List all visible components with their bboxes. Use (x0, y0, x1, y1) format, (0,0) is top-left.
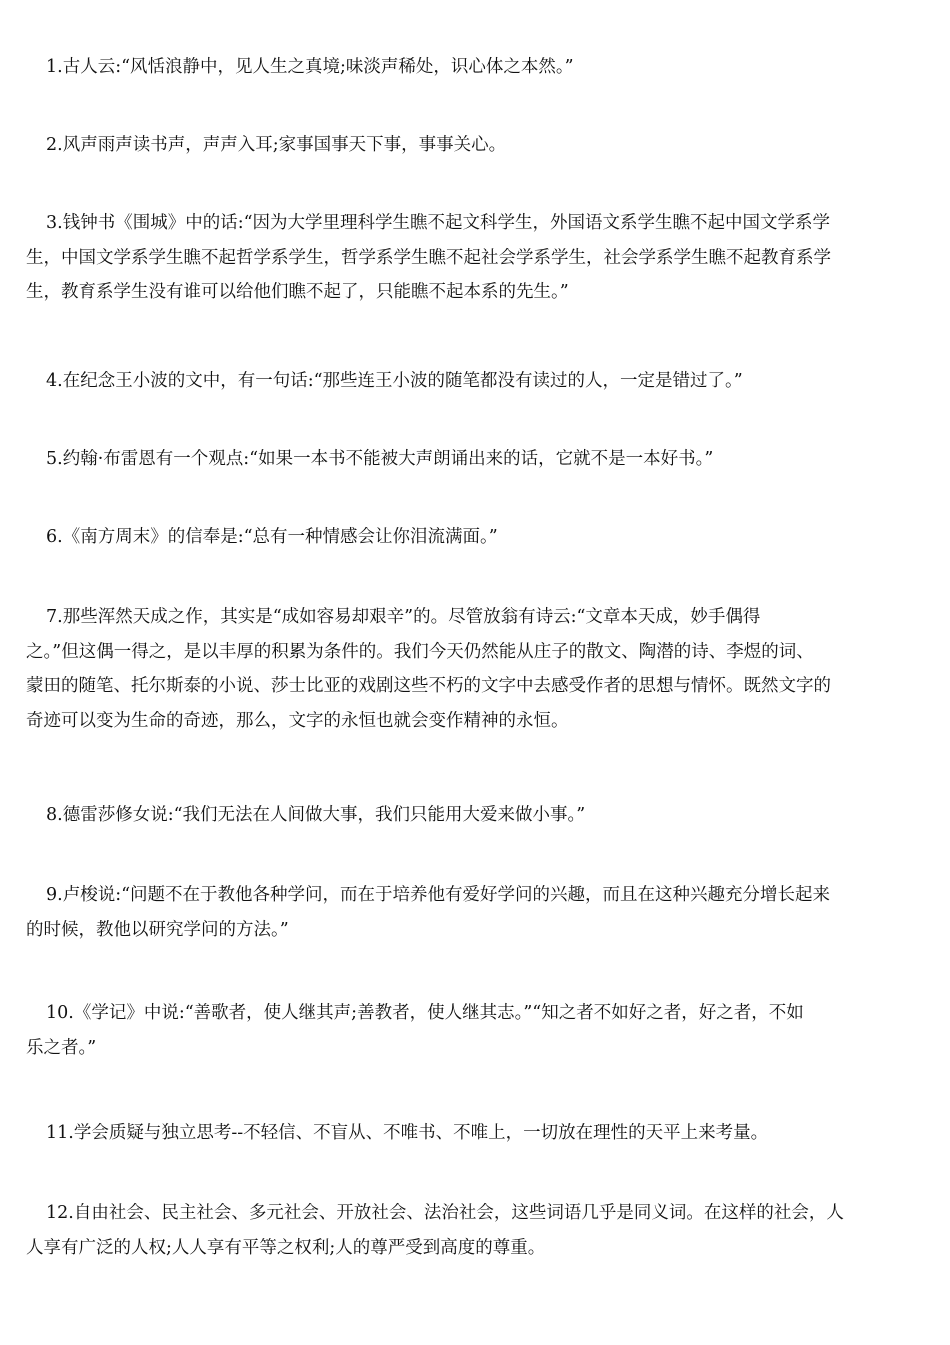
paragraph-line: 4.在纪念王小波的文中，有一句话:“那些连王小波的随笔都没有读过的人，一定是错过了。” (46, 371, 743, 391)
paragraph-4 (26, 364, 922, 399)
paragraph-line: 11.学会质疑与独立思考--不轻信、不盲从、不唯书、不唯上，一切放在理性的天平上来考量。 (46, 1123, 769, 1143)
paragraph-line: 2.风声雨声读书声，声声入耳;家事国事天下事，事事关心。 (46, 135, 507, 155)
paragraph-line: 蒙田的随笔、托尔斯泰的小说、莎士比亚的戏剧这些不朽的文字中去感受作者的思想与情怀。既然文字的 (26, 676, 831, 696)
paragraph-line: 生，教育系学生没有谁可以给他们瞧不起了，只能瞧不起本系的先生。” (26, 282, 569, 302)
paragraph-line: 3.钱钟书《围城》中的话:“因为大学里理科学生瞧不起文科学生，外国语文系学生瞧不起中国文学系学 (46, 213, 831, 233)
paragraph-line: 人享有广泛的人权;人人享有平等之权利;人的尊严受到高度的尊重。 (26, 1237, 546, 1258)
paragraph-2 (26, 128, 922, 163)
paragraph-line: 1.古人云:“风恬浪静中，见人生之真境;味淡声稀处，识心体之本然。” (46, 57, 574, 77)
paragraph-9 (26, 878, 922, 947)
paragraph-line: 生，中国文学系学生瞧不起哲学系学生，哲学系学生瞧不起社会学系学生，社会学系学生瞧不起教育系学 (26, 247, 831, 268)
paragraph-6 (26, 520, 922, 555)
paragraph-line: 6.《南方周末》的信奉是:“总有一种情感会让你泪流满面。” (46, 527, 498, 547)
paragraph-5 (26, 442, 922, 477)
paragraph-line: 10.《学记》中说:“善歌者，使人继其声;善教者，使人继其志。”“知之者不如好之者，好之者，不如 (46, 1003, 804, 1023)
paragraph-7 (26, 600, 922, 738)
paragraph-line: 奇迹可以变为生命的奇迹，那么，文字的永恒也就会变作精神的永恒。 (26, 710, 569, 731)
paragraph-line: 8.德雷莎修女说:“我们无法在人间做大事，我们只能用大爱来做小事。” (46, 805, 586, 825)
paragraph-line: 7.那些浑然天成之作，其实是“成如容易却艰辛”的。尽管放翁有诗云:“文章本天成，妙手偶得 (46, 607, 761, 627)
paragraph-10 (26, 996, 922, 1065)
paragraph-line: 的时候，教他以研究学问的方法。” (26, 919, 289, 940)
paragraph-line: 5.约翰·布雷恩有一个观点:“如果一本书不能被大声朗诵出来的话，它就不是一本好书。” (46, 449, 714, 469)
paragraph-line: 乐之者。” (26, 1037, 97, 1058)
paragraph-1 (26, 50, 922, 85)
paragraph-8 (26, 798, 922, 833)
paragraph-line: 12.自由社会、民主社会、多元社会、开放社会、法治社会，这些词语几乎是同义词。在这样的社会，人 (46, 1203, 844, 1223)
paragraph-12 (26, 1196, 922, 1265)
paragraph-11 (26, 1116, 922, 1151)
paragraph-line: 9.卢梭说:“问题不在于教他各种学问，而在于培养他有爱好学问的兴趣，而且在这种兴趣充分增长起来 (46, 885, 831, 905)
paragraph-3 (26, 206, 922, 310)
paragraph-line: 之。”但这偶一得之，是以丰厚的积累为条件的。我们今天仍然能从庄子的散文、陶潜的诗、李煜的词、 (26, 641, 814, 662)
